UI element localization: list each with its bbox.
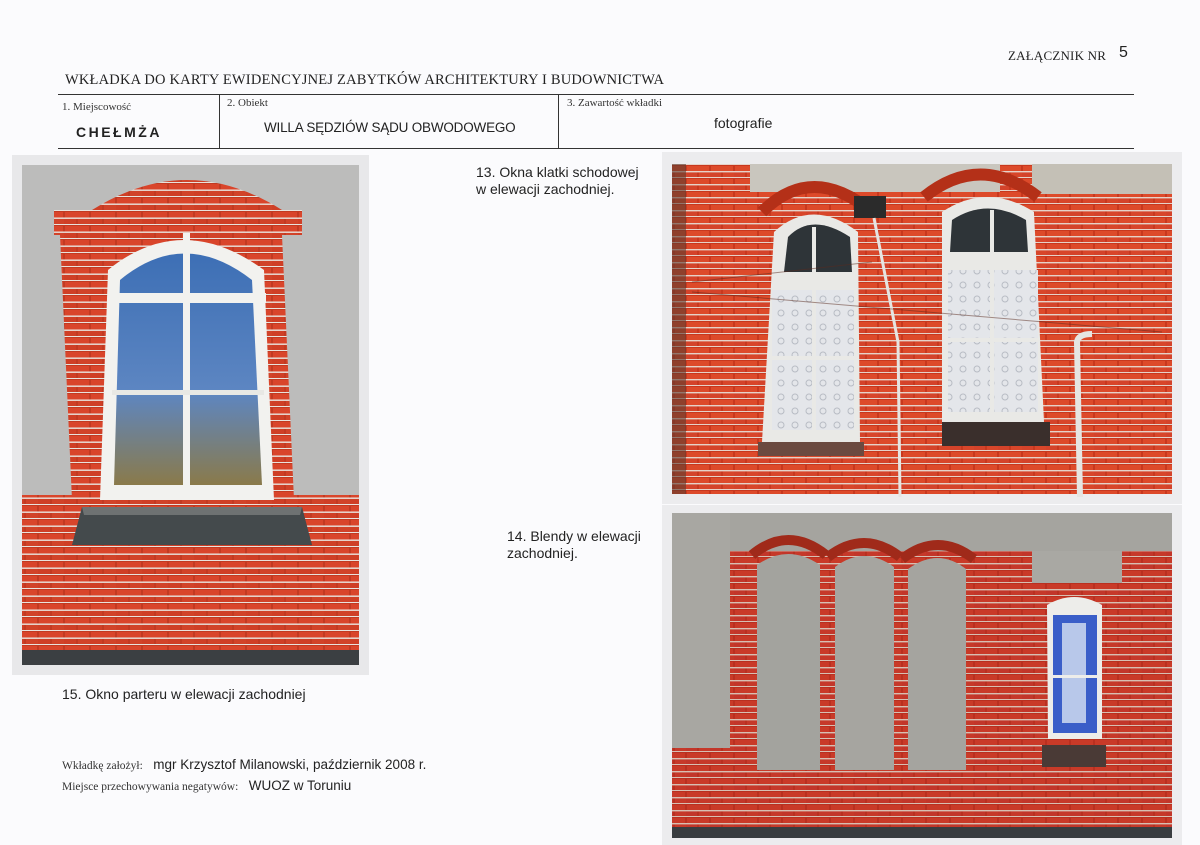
photo-ground-floor-window — [12, 155, 369, 675]
photo-staircase-windows — [662, 152, 1182, 504]
caption-photo-14 — [507, 528, 641, 562]
annex-label: ZAŁĄCZNIK NR — [1008, 48, 1107, 63]
negatives-line — [62, 777, 351, 795]
negatives-label: Miejsce przechowywania negatywów: — [62, 781, 239, 793]
caption-photo-14-line-1: 14. Blendy w elewacji — [507, 528, 641, 544]
locality-label: 1. Miejscowość — [62, 101, 132, 113]
object-label: 2. Obiekt — [227, 97, 268, 109]
contents-label: 3. Zawartość wkładki — [567, 97, 662, 109]
caption-photo-13-line-2: w elewacji zachodniej. — [476, 181, 615, 197]
author-line — [62, 756, 426, 774]
caption-photo-13-line-1: 13. Okna klatki schodowej — [476, 164, 639, 180]
caption-photo-14-line-2: zachodniej. — [507, 545, 578, 561]
field-divider-2 — [558, 94, 559, 149]
negatives-value: WUOZ w Toruniu — [248, 778, 352, 793]
object-value: WILLA SĘDZIÓW SĄDU OBWODOWEGO — [264, 120, 516, 135]
photo-blind-arches — [662, 505, 1182, 845]
contents-value: fotografie — [714, 115, 773, 131]
author-value: mgr Krzysztof Milanowski, październik 2008 r. — [153, 757, 427, 772]
author-label: Wkładkę założył: — [62, 760, 143, 772]
annex-number: 5 — [1119, 44, 1128, 61]
locality-value: CHEŁMŻA — [76, 124, 162, 140]
caption-photo-13 — [476, 164, 639, 198]
field-divider-1 — [219, 94, 220, 149]
document-title: WKŁADKA DO KARTY EWIDENCYJNEJ ZABYTKÓW ARCHITEKTURY I BUDOWNICTWA — [65, 72, 665, 88]
caption-photo-15: 15. Okno parteru w elewacji zachodniej — [62, 686, 306, 702]
